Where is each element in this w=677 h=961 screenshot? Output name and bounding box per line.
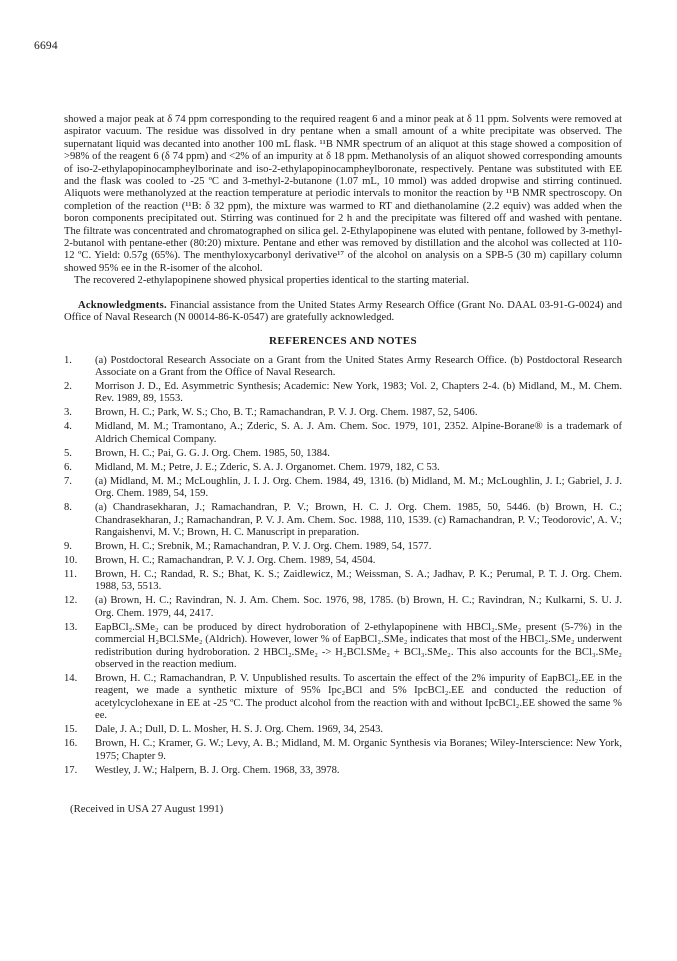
reference-text: Brown, H. C.; Randad, R. S.; Bhat, K. S.; Zaidlewicz, M.; Weissman, S. A.; Jadhav, P. K.; Perumal, P. T. J. Org. Chem. 1988, 53, 5513. — [95, 568, 622, 593]
reference-text: (a) Postdoctoral Research Associate on a Grant from the United States Army Research Office. (b) Postdoctoral Research Associate on a Grant from the Office of Naval Research. — [95, 354, 622, 378]
reference-text: Brown, H. C.; Kramer, G. W.; Levy, A. B.; Midland, M. M. Organic Synthesis via Boranes; Wiley-Interscience: New York, 1975; Chapter 9. — [95, 738, 622, 762]
references-list — [64, 355, 622, 778]
reference-item — [64, 381, 622, 406]
reference-number: 4. — [64, 421, 72, 433]
reference-text: Brown, H. C.; Srebnik, M.; Ramachandran, P. V. J. Org. Chem. 1989, 54, 1577. — [95, 540, 432, 552]
reference-number: 17. — [64, 764, 78, 776]
reference-number: 2. — [64, 380, 72, 392]
reference-item — [64, 448, 622, 460]
reference-number: 5. — [64, 447, 72, 459]
reference-text: Westley, J. W.; Halpern, B. J. Org. Chem. 1968, 33, 3978. — [95, 764, 340, 776]
references-heading: REFERENCES AND NOTES — [269, 334, 417, 347]
reference-number: 16. — [64, 738, 78, 750]
reference-number: 1. — [64, 354, 72, 366]
acknowledgments — [64, 300, 622, 325]
reference-item — [64, 407, 622, 419]
reference-item — [64, 421, 622, 446]
article-body — [64, 114, 622, 815]
reference-item — [64, 724, 622, 736]
reference-text: Brown, H. C.; Ramachandran, P. V. J. Org. Chem. 1989, 54, 4504. — [95, 554, 376, 566]
reference-number: 13. — [64, 621, 78, 633]
reference-item — [64, 569, 622, 594]
reference-text: Brown, H. C.; Ramachandran, P. V. Unpublished results. To ascertain the effect of the 2% impurity of EapBCl₂.EE in the reagent, we made a synthetic mixture of 95% Ipc₂BCl and 5% IpcBCl₂.EE and conducted the reduction of acetylcyclohexane in EE at -25 ºC. The product alcohol from the reaction with and without IpcBCl₂.EE showed the same % ee. — [95, 672, 622, 722]
reference-text: (a) Midland, M. M.; McLoughlin, J. I. J. Org. Chem. 1984, 49, 1316. (b) Midland, M. M.; McLoughlin, J. I.; Gabriel, J. J. Org. Chem. 1989, 54, 159. — [95, 475, 622, 500]
reference-number: 9. — [64, 540, 72, 552]
reference-item — [64, 541, 622, 553]
reference-item — [64, 673, 622, 723]
reference-item — [64, 502, 622, 539]
reference-item — [64, 555, 622, 567]
recovery-paragraph: The recovered 2-ethylapopinene showed physical properties identical to the starting material. — [74, 275, 470, 287]
reference-number: 6. — [64, 461, 72, 473]
reference-item — [64, 595, 622, 620]
reference-item — [64, 738, 622, 763]
reference-number: 15. — [64, 724, 78, 736]
acknowledgments-heading: Acknowledgments. — [78, 299, 167, 311]
reference-number: 10. — [64, 554, 78, 566]
reference-item — [64, 355, 622, 380]
reference-number: 8. — [64, 502, 72, 514]
reference-number: 3. — [64, 407, 72, 419]
reference-text: Midland, M. M.; Tramontano, A.; Zderic, S. A. J. Am. Chem. Soc. 1979, 101, 2352. Alpine-Borane® is a trademark of Aldrich Chemical Company. — [95, 421, 622, 445]
page-number: 6694 — [34, 40, 58, 52]
reference-item — [64, 462, 622, 474]
reference-text: (a) Chandrasekharan, J.; Ramachandran, P. V.; Brown, H. C. J. Org. Chem. 1985, 50, 5446. (b) Brown, H. C.; Chandrasekharan, J.; Ramachandran, P. V. J. Am. Chem. Soc. 1988, 110, 1539. (c) Ramachandran, P. V.; Teodorovic', A. V.; Rangaishenvi, M. V.; Brown, H. C. Manuscript in preparation. — [95, 502, 622, 538]
reference-text: (a) Brown, H. C.; Ravindran, N. J. Am. Chem. Soc. 1976, 98, 1785. (b) Brown, H. C.; Ravindran, N.; Kulkarni, S. U. J. Org. Chem. 1979, 44, 2417. — [95, 595, 622, 619]
reference-text: Dale, J. A.; Dull, D. L. Mosher, H. S. J. Org. Chem. 1969, 34, 2543. — [95, 724, 384, 736]
reference-text: EapBCl₂.SMe₂ can be produced by direct hydroboration of 2-ethylapopinene with HBCl₂.SMe₂ present (5-7%) in the commercial H₂BCl.SMe₂ (Aldrich). However, lower % of EapBCl₂.SMe₂ indicates that most of the HBCl₂.SMe₂ underwent redistribution during hydroboration. 2 HBCl₂.SMe₂ -> H₂BCl.SMe₂ + BCl₃.SMe₂. This also accounts for the BCl₃.SMe₂ observed in the reaction medium. — [95, 621, 622, 670]
reference-number: 7. — [64, 475, 72, 487]
reference-number: 11. — [64, 568, 77, 580]
reference-item — [64, 476, 622, 501]
reference-text: Brown, H. C.; Park, W. S.; Cho, B. T.; Ramachandran, P. V. J. Org. Chem. 1987, 52, 5406. — [95, 407, 478, 419]
received-date: (Received in USA 27 August 1991) — [70, 803, 224, 815]
reference-item — [64, 765, 622, 777]
reference-item — [64, 622, 622, 672]
experimental-paragraph: showed a major peak at δ 74 ppm corresponding to the required reagent 6 and a minor peak at δ 11 ppm. Solvents were removed at aspirator vacuum. The residue was dissolved in dry pentane when a small amount of a white precipitate was observed. The supernatant liquid was decanted into another 100 mL flask. ¹¹B NMR spectrum of an aliquot at this stage showed a composition of >98% of the reagent 6 (δ 74 ppm) and <2% of an impurity at δ 18 ppm. Methanolysis of an aliquot showed corresponding amounts of iso-2-ethylapopinocampheylborinate and iso-2-ethylapopinocampheylboronate, respectively. Pentane was substituted with EE and the flask was cooled to -25 ºC and 3-methyl-2-butanone (1.07 mL, 10 mmol) was added dropwise and stirring continued. Aliquots were methanolyzed at the reaction temperature at periodic intervals to monitor the reaction by ¹¹B NMR spectroscopy. On completion of the reaction (¹¹B: δ 32 ppm), the mixture was warmed to RT and diethanolamine (2.2 equiv) was added when the boron components precipitated out. Stirring was continued for 2 h and the precipitate was filtered off and washed with pentane. The filtrate was concentrated and chromatographed on silica gel. 2-Ethylapopinene was eluted with pentane, followed by 3-methyl-2-butanol with pentane-ether (80:20) mixture. Pentane and ether was removed by distillation and the alcohol was collected at 110-12 ºC. Yield: 0.57g (65%). The menthyloxycarbonyl derivative¹⁷ of the alcohol on analysis on a SPB-5 (30 m) capillary column showed 95% ee in the R-isomer of the alcohol. — [64, 114, 622, 274]
reference-text: Brown, H. C.; Pai, G. G. J. Org. Chem. 1985, 50, 1384. — [95, 447, 330, 459]
reference-number: 12. — [64, 595, 78, 607]
reference-text: Morrison J. D., Ed. Asymmetric Synthesis; Academic: New York, 1983; Vol. 2, Chapters 2-4. (b) Midland, M., M. Chem. Rev. 1989, 89, 1553. — [95, 380, 622, 405]
reference-text: Midland, M. M.; Petre, J. E.; Zderic, S. A. J. Organomet. Chem. 1979, 182, C 53. — [95, 461, 440, 473]
reference-number: 14. — [64, 672, 78, 684]
acknowledgments-text: Financial assistance from the United States Army Research Office (Grant No. DAAL 03-91-G-0024) and Office of Naval Research (N 00014-86-K-0547) are gratefully acknowledged. — [64, 299, 622, 324]
